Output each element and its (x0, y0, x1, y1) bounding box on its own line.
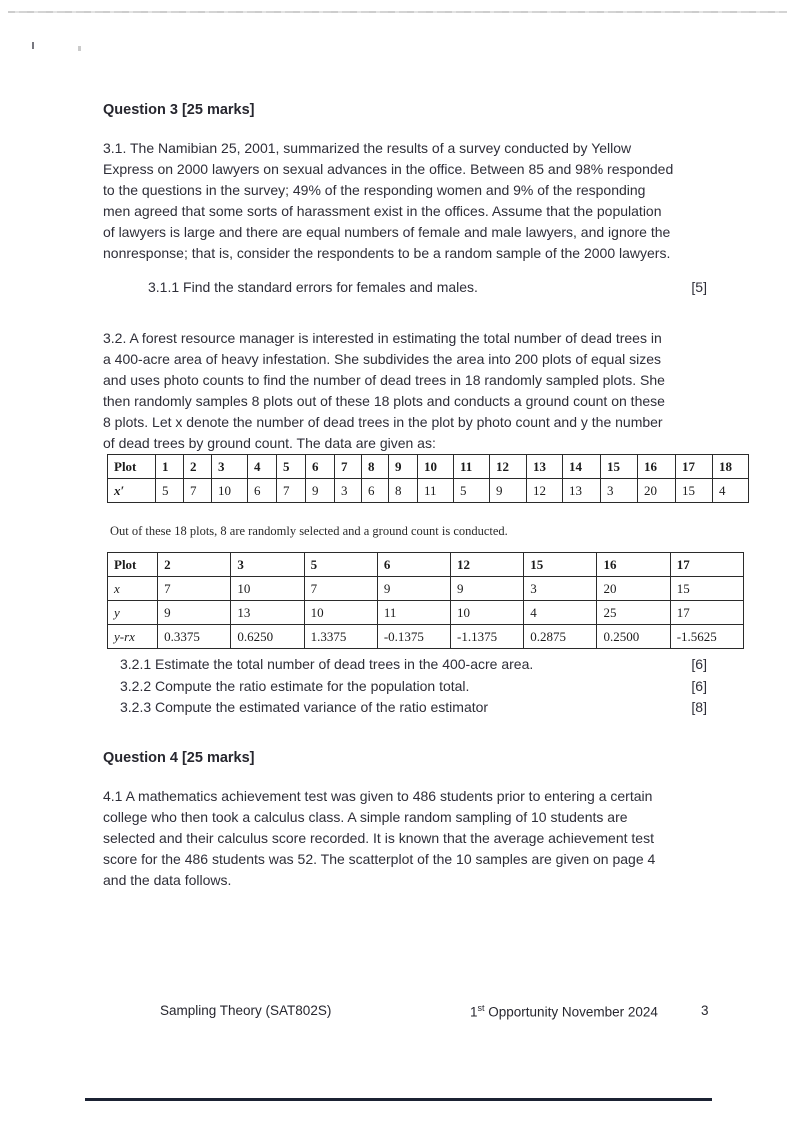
plot-number-header-cell: 1 (156, 455, 184, 479)
table-header-row (108, 553, 744, 577)
scan-artifact-mark (32, 42, 34, 49)
paragraph-line: men agreed that some sorts of harassment exist in the offices. Assume that the population (103, 203, 662, 219)
paragraph-line: then randomly samples 8 plots out of these 18 plots and conducts a ground count on these (103, 393, 665, 409)
question-3-1-1-text: 3.1.1 Find the standard errors for females and males. (148, 279, 478, 295)
photo-count-cell: 3 (335, 479, 362, 503)
paragraph-line: college who then took a calculus class. A simple random sampling of 10 students are (103, 809, 628, 825)
plot-number-header-cell: 3 (231, 553, 304, 577)
plot-number-header-cell: 15 (524, 553, 597, 577)
plot-number-header-cell: 7 (335, 455, 362, 479)
x-value-cell: 10 (231, 577, 304, 601)
paragraph-line: 4.1 A mathematics achievement test was given to 486 students prior to entering a certain (103, 788, 653, 804)
photo-count-cell: 20 (638, 479, 676, 503)
ground-count-table (107, 552, 744, 649)
table-header-row (108, 455, 749, 479)
paragraph-line: 3.1. The Namibian 25, 2001, summarized the results of a survey conducted by Yellow (103, 140, 632, 156)
y-value-cell: 25 (597, 601, 670, 625)
scan-artifact-bottom-line (85, 1098, 712, 1101)
residual-value-cell: 1.3375 (304, 625, 377, 649)
scan-artifact-mark (78, 46, 81, 51)
y-value-cell: 11 (377, 601, 450, 625)
x-row (108, 577, 744, 601)
paragraph-line: and the data follows. (103, 872, 232, 888)
x-value-cell: 3 (524, 577, 597, 601)
footer-session-ordinal: st (477, 1003, 485, 1013)
table-corner-cell: Plot (108, 455, 156, 479)
plot-number-header-cell: 2 (184, 455, 212, 479)
photo-count-cell: 13 (563, 479, 601, 503)
plot-number-header-cell: 10 (418, 455, 454, 479)
paragraph-line: of dead trees by ground count. The data are given as: (103, 435, 436, 451)
photo-count-cell: 5 (156, 479, 184, 503)
x-prime-row-label: x′ (108, 479, 156, 503)
subquestion-marks: [8] (691, 699, 707, 715)
plot-number-header-cell: 17 (676, 455, 713, 479)
photo-count-cell: 6 (362, 479, 389, 503)
x-value-cell: 7 (158, 577, 231, 601)
x-value-cell: 9 (451, 577, 524, 601)
footer-course: Sampling Theory (SAT802S) (160, 1003, 332, 1018)
plot-number-header-cell: 3 (212, 455, 248, 479)
paragraph-line: score for the 486 students was 52. The scatterplot of the 10 samples are given on page 4 (103, 851, 656, 867)
plot-number-header-cell: 2 (158, 553, 231, 577)
photo-count-cell: 8 (389, 479, 418, 503)
paragraph-line: of lawyers is large and there are equal numbers of female and male lawyers, and ignore the (103, 224, 671, 240)
x-value-cell: 20 (597, 577, 670, 601)
footer-session (470, 1003, 658, 1020)
plot-number-header-cell: 4 (248, 455, 277, 479)
photo-count-cell: 3 (601, 479, 638, 503)
question4-heading: Question 4 [25 marks] (103, 750, 255, 766)
plot-number-header-cell: 5 (277, 455, 306, 479)
plot-number-header-cell: 16 (597, 553, 670, 577)
x-value-cell: 7 (304, 577, 377, 601)
paragraph-line: and uses photo counts to find the number of dead trees in 18 randomly sampled plots. She (103, 372, 665, 388)
photo-count-cell: 12 (527, 479, 563, 503)
plot-number-header-cell: 5 (304, 553, 377, 577)
scan-artifact-top-line (8, 11, 787, 13)
plot-number-header-cell: 18 (713, 455, 749, 479)
subquestion-text: 3.2.3 Compute the estimated variance of the ratio estimator (120, 699, 489, 715)
plot-number-header-cell: 6 (377, 553, 450, 577)
paragraph-3-2 (103, 328, 723, 454)
paragraph-line: selected and their calculus score recorded. It is known that the average achievement test (103, 830, 654, 846)
plot-number-header-cell: 11 (454, 455, 490, 479)
photo-count-cell: 5 (454, 479, 490, 503)
subquestion-marks: [6] (691, 677, 707, 694)
question-3-1-1-marks: [5] (691, 279, 707, 295)
ground-count-note: Out of these 18 plots, 8 are randomly selected and a ground count is conducted. (110, 524, 508, 538)
photo-count-cell: 4 (713, 479, 749, 503)
footer-page-number: 3 (701, 1003, 709, 1018)
plot-number-header-cell: 15 (601, 455, 638, 479)
plot-number-header-cell: 8 (362, 455, 389, 479)
photo-count-cell: 11 (418, 479, 454, 503)
residual-value-cell: -1.5625 (670, 625, 743, 649)
subquestion-marks: [6] (691, 656, 707, 672)
plot-number-header-cell: 12 (451, 553, 524, 577)
plot-number-header-cell: 9 (389, 455, 418, 479)
photo-count-cell: 7 (277, 479, 306, 503)
paragraph-line: 8 plots. Let x denote the number of dead trees in the plot by photo count and y the number (103, 414, 663, 430)
row-label-y: y (108, 601, 158, 625)
residual-value-cell: 0.2500 (597, 625, 670, 649)
y-value-cell: 10 (304, 601, 377, 625)
question3-heading: Question 3 [25 marks] (103, 102, 255, 118)
plot-number-header-cell: 12 (490, 455, 527, 479)
paragraph-3-1 (103, 138, 723, 264)
residual-value-cell: -0.1375 (377, 625, 450, 649)
footer-session-number: 1 (470, 1004, 478, 1020)
residual-value-cell: 0.3375 (158, 625, 231, 649)
y-value-cell: 13 (231, 601, 304, 625)
plot-number-header-cell: 14 (563, 455, 601, 479)
paragraph-line: 3.2. A forest resource manager is interested in estimating the total number of dead trees in (103, 330, 662, 346)
plot-number-header-cell: 13 (527, 455, 563, 479)
x-value-cell: 15 (670, 577, 743, 601)
table-corner-cell: Plot (108, 553, 158, 577)
subquestion-row (103, 654, 707, 676)
subquestion-text: 3.2.1 Estimate the total number of dead trees in the 400-acre area. (120, 656, 534, 672)
subquestion-text: 3.2.2 Compute the ratio estimate for the population total. (120, 677, 470, 694)
photo-count-cell: 7 (184, 479, 212, 503)
footer-session-rest: Opportunity November 2024 (484, 1004, 658, 1020)
paragraph-line: Express on 2000 lawyers on sexual advances in the office. Between 85 and 98% responded (103, 161, 674, 177)
y-value-cell: 4 (524, 601, 597, 625)
photo-count-cell: 6 (248, 479, 277, 503)
plot-number-header-cell: 6 (306, 455, 335, 479)
row-label-y-rx: y-rx (108, 625, 158, 649)
row-label-x: x (108, 577, 158, 601)
y-rx-row (108, 625, 744, 649)
y-value-cell: 9 (158, 601, 231, 625)
y-value-cell: 10 (451, 601, 524, 625)
photo-count-cell: 9 (490, 479, 527, 503)
photo-count-row (108, 479, 749, 503)
photo-count-cell: 15 (676, 479, 713, 503)
question-3-1-1-row (103, 279, 707, 295)
paragraph-line: nonresponse; that is, consider the respondents to be a random sample of the 2000 lawyers. (103, 245, 671, 261)
subquestion-list (103, 654, 707, 719)
x-value-cell: 9 (377, 577, 450, 601)
subquestion-row (103, 676, 707, 698)
photo-count-table (107, 454, 749, 503)
y-value-cell: 17 (670, 601, 743, 625)
paragraph-line: to the questions in the survey; 49% of the responding women and 9% of the responding (103, 182, 646, 198)
photo-count-cell: 10 (212, 479, 248, 503)
subquestion-row (103, 697, 707, 719)
residual-value-cell: 0.2875 (524, 625, 597, 649)
paragraph-4-1 (103, 786, 723, 891)
photo-count-cell: 9 (306, 479, 335, 503)
residual-value-cell: 0.6250 (231, 625, 304, 649)
paragraph-line: a 400-acre area of heavy infestation. She subdivides the area into 200 plots of equal sizes (103, 351, 662, 367)
residual-value-cell: -1.1375 (451, 625, 524, 649)
y-row (108, 601, 744, 625)
plot-number-header-cell: 16 (638, 455, 676, 479)
plot-number-header-cell: 17 (670, 553, 743, 577)
